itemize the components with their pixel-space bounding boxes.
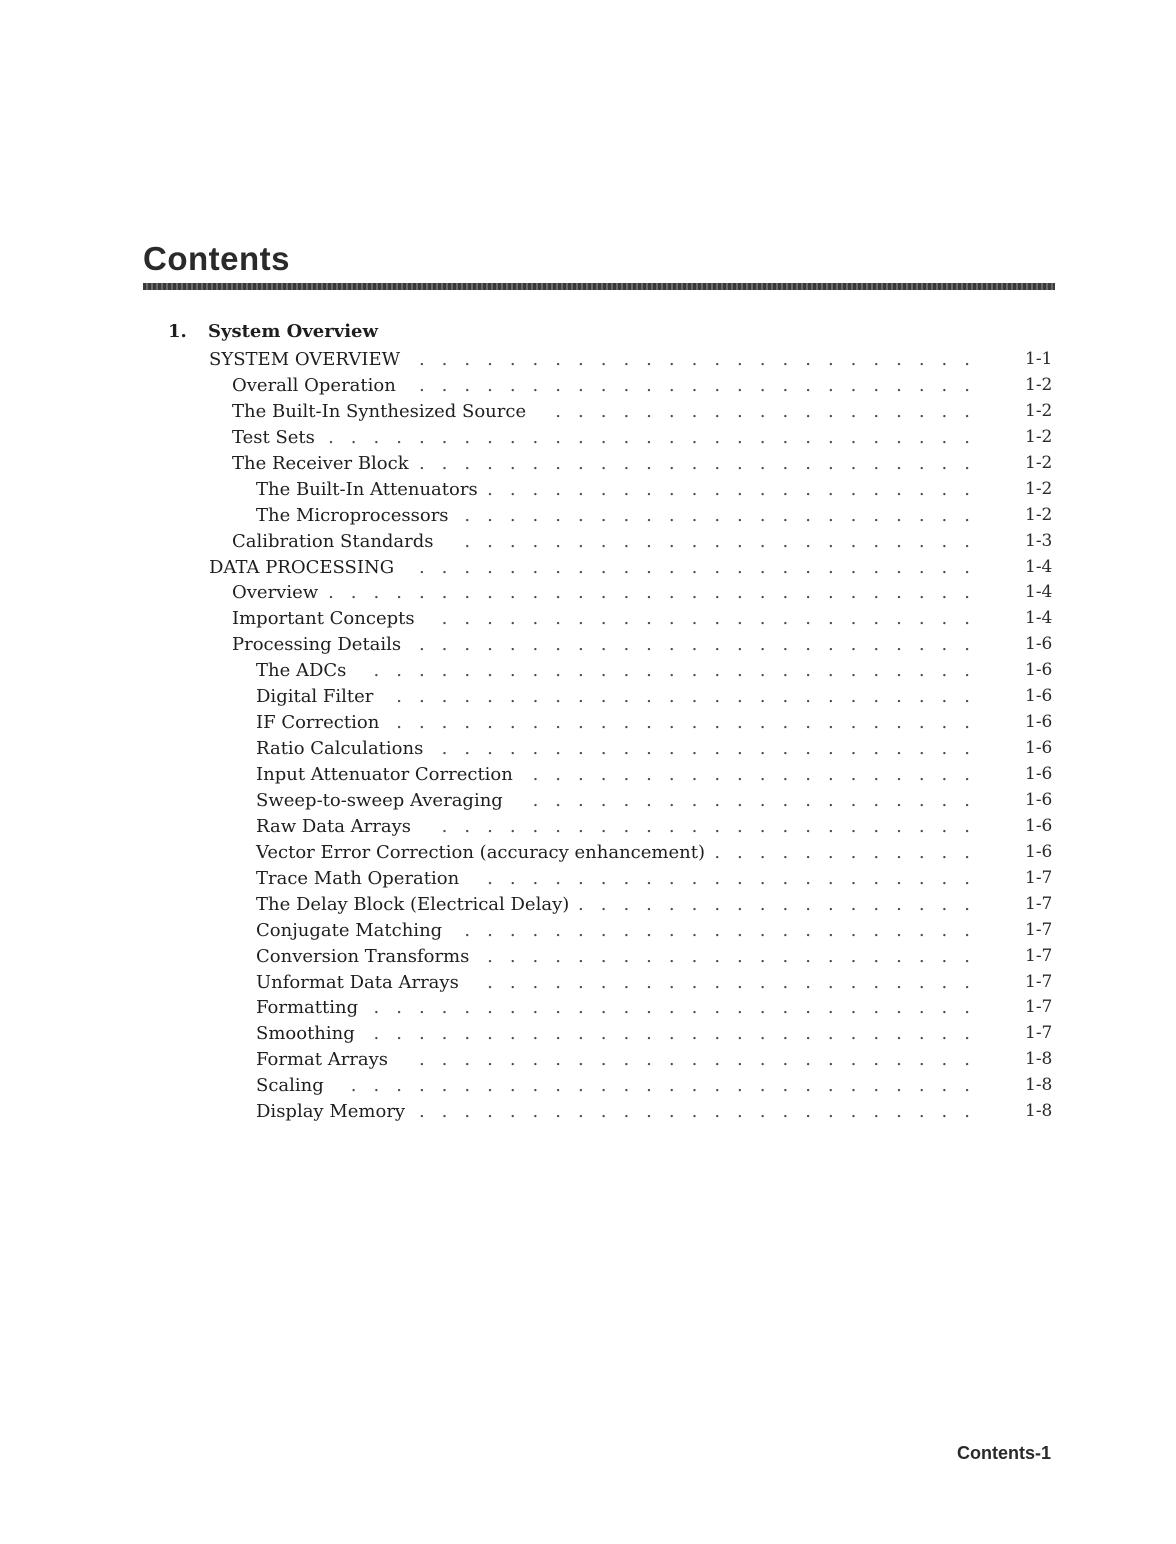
leader-dots: ......................... (418, 374, 987, 396)
toc-entry-page: 1-6 (1025, 634, 1053, 655)
toc-entry-title: Scaling (256, 1075, 324, 1097)
toc-entry-title: Unformat Data Arrays (256, 971, 459, 993)
toc-entry[interactable] (0, 373, 1176, 399)
toc-entry-page: 1-6 (1025, 789, 1053, 810)
toc-entry-page: 1-7 (1025, 945, 1053, 966)
toc-entry-title: Formatting (256, 997, 359, 1019)
leader-dots: ...................... (487, 867, 987, 889)
leader-dots: ........................... (373, 660, 987, 682)
toc-entry[interactable] (0, 970, 1176, 996)
toc-entry-page: 1-6 (1025, 660, 1053, 681)
toc-entry[interactable] (0, 347, 1176, 373)
toc-entry[interactable] (0, 555, 1176, 581)
leader-dots: ....................... (464, 530, 987, 552)
toc-entry-page: 1-7 (1025, 893, 1053, 914)
leader-dots: ....................... (464, 919, 987, 941)
leader-dots: .......................... (396, 712, 987, 734)
toc-entry[interactable] (0, 736, 1176, 762)
page-footer: Contents-1 (957, 1443, 1051, 1463)
toc-entry-title: Input Attenuator Correction (256, 764, 513, 785)
toc-entry[interactable] (0, 788, 1176, 814)
toc-entry-page: 1-2 (1025, 426, 1053, 447)
toc-entry-title: Processing Details (232, 634, 402, 656)
toc-entry[interactable] (0, 995, 1176, 1021)
toc-entry[interactable] (0, 684, 1176, 710)
toc-entry-title: DATA PROCESSING (209, 556, 395, 578)
leader-dots: ....................... (464, 504, 987, 526)
leader-dots: ........................... (373, 1023, 987, 1045)
toc-entry-title: Digital Filter (256, 686, 374, 708)
toc-entry-title: The Delay Block (Electrical Delay) (256, 893, 570, 915)
toc-entry-title: Sweep-to-sweep Averaging (256, 789, 503, 811)
toc-entry[interactable] (0, 918, 1176, 944)
toc-entry-title: Overall Operation (232, 374, 396, 396)
toc-entry[interactable] (0, 866, 1176, 892)
leader-dots: ............................ (350, 1075, 987, 1097)
leader-dots: ...................... (487, 478, 987, 500)
heading-rule (143, 283, 1055, 290)
toc-entry-title: The Receiver Block (232, 452, 409, 474)
toc-entry[interactable] (0, 1021, 1176, 1047)
toc-entry[interactable] (0, 840, 1176, 866)
toc-entry-title: Important Concepts (232, 608, 415, 630)
toc-entry-page: 1-4 (1025, 556, 1053, 577)
toc-entry-title: The Built-In Synthesized Source (232, 400, 527, 422)
toc-entry-title: Raw Data Arrays (256, 815, 412, 837)
leader-dots: ........................ (441, 608, 987, 630)
leader-dots: ........................... (373, 997, 987, 1019)
leader-dots: ......................... (418, 1049, 987, 1071)
toc-entry-page: 1-4 (1025, 582, 1053, 603)
toc-entry-page: 1-7 (1025, 1023, 1053, 1044)
leader-dots: ......................... (418, 556, 987, 578)
toc-entry[interactable] (0, 710, 1176, 736)
toc-entry-page: 1-8 (1025, 1101, 1053, 1122)
toc-entry-page: 1-6 (1025, 738, 1053, 759)
toc-entry-page: 1-8 (1025, 1049, 1053, 1070)
leader-dots: .................... (532, 789, 987, 811)
leader-dots: ......................... (418, 452, 987, 474)
leader-dots: ........................ (441, 738, 987, 760)
leader-dots: ................... (555, 400, 987, 422)
leader-dots: ...................... (487, 971, 987, 993)
toc-entry-page: 1-7 (1025, 997, 1053, 1018)
leader-dots: .......................... (396, 686, 987, 708)
toc-entry[interactable] (0, 1073, 1176, 1099)
toc-entry-page: 1-1 (1025, 349, 1053, 369)
leader-dots: ......................... (418, 349, 987, 370)
toc-entry-title: Overview (232, 582, 319, 604)
chapter-number: 1. (168, 321, 187, 342)
leader-dots: ........................ (441, 815, 987, 837)
chapter-heading[interactable] (168, 321, 378, 342)
toc-entry[interactable] (0, 814, 1176, 840)
toc-entry-title: Calibration Standards (232, 530, 434, 552)
toc-entry-title: The Microprocessors (256, 504, 449, 526)
toc-entry-title: Trace Math Operation (256, 867, 460, 889)
toc-entry[interactable] (0, 503, 1176, 529)
toc-entry-page: 1-2 (1025, 504, 1053, 525)
toc-list (0, 347, 1176, 1125)
toc-entry[interactable] (0, 1099, 1176, 1125)
toc-entry-page: 1-7 (1025, 919, 1053, 940)
toc-entry[interactable] (0, 399, 1176, 425)
leader-dots: ............................. (328, 426, 987, 448)
leader-dots: ...................... (487, 945, 987, 967)
toc-entry-title: Smoothing (256, 1023, 355, 1045)
toc-entry[interactable] (0, 1047, 1176, 1073)
chapter-title: System Overview (208, 321, 378, 342)
toc-entry-title: The ADCs (256, 660, 347, 682)
toc-entry-page: 1-6 (1025, 815, 1053, 836)
toc-entry-title: IF Correction (256, 712, 380, 734)
toc-entry-title: Conjugate Matching (256, 919, 443, 941)
toc-entry[interactable] (0, 451, 1176, 477)
toc-entry-page: 1-6 (1025, 841, 1053, 862)
toc-entry[interactable] (0, 892, 1176, 918)
toc-entry-page: 1-6 (1025, 712, 1053, 733)
leader-dots: ............................. (328, 582, 987, 604)
leader-dots: ......................... (418, 634, 987, 656)
toc-entry-title: Vector Error Correction (accuracy enhancement) (256, 841, 705, 863)
toc-entry-page: 1-6 (1025, 764, 1053, 784)
toc-entry[interactable] (0, 477, 1176, 503)
leader-dots: ......................... (418, 1101, 987, 1123)
toc-entry[interactable] (0, 944, 1176, 970)
toc-entry[interactable] (0, 529, 1176, 555)
toc-entry-page: 1-2 (1025, 452, 1053, 473)
toc-entry[interactable] (0, 580, 1176, 606)
toc-entry-title: Format Arrays (256, 1049, 389, 1071)
leader-dots: .................... (532, 764, 987, 785)
leader-dots: ............ (714, 841, 987, 863)
toc-entry-title: Conversion Transforms (256, 945, 470, 967)
toc-entry[interactable] (0, 658, 1176, 684)
toc-entry[interactable] (0, 762, 1176, 788)
toc-entry-page: 1-2 (1025, 400, 1053, 421)
toc-entry-page: 1-3 (1025, 530, 1053, 551)
toc-entry-page: 1-7 (1025, 971, 1053, 992)
leader-dots: .................. (578, 893, 987, 915)
toc-entry[interactable] (0, 606, 1176, 632)
toc-entry-title: The Built-In Attenuators (256, 478, 478, 500)
toc-entry-title: Test Sets (232, 426, 315, 448)
toc-entry-page: 1-2 (1025, 374, 1053, 395)
toc-entry-page: 1-6 (1025, 686, 1053, 707)
toc-entry-title: SYSTEM OVERVIEW (209, 349, 401, 370)
toc-entry[interactable] (0, 632, 1176, 658)
toc-entry-page: 1-2 (1025, 478, 1053, 499)
toc-entry-page: 1-4 (1025, 608, 1053, 629)
toc-entry-title: Display Memory (256, 1101, 406, 1123)
toc-entry-page: 1-8 (1025, 1075, 1053, 1096)
toc-entry-page: 1-7 (1025, 867, 1053, 888)
toc-entry-title: Ratio Calculations (256, 738, 424, 760)
toc-entry[interactable] (0, 425, 1176, 451)
page-heading: Contents (143, 240, 290, 277)
